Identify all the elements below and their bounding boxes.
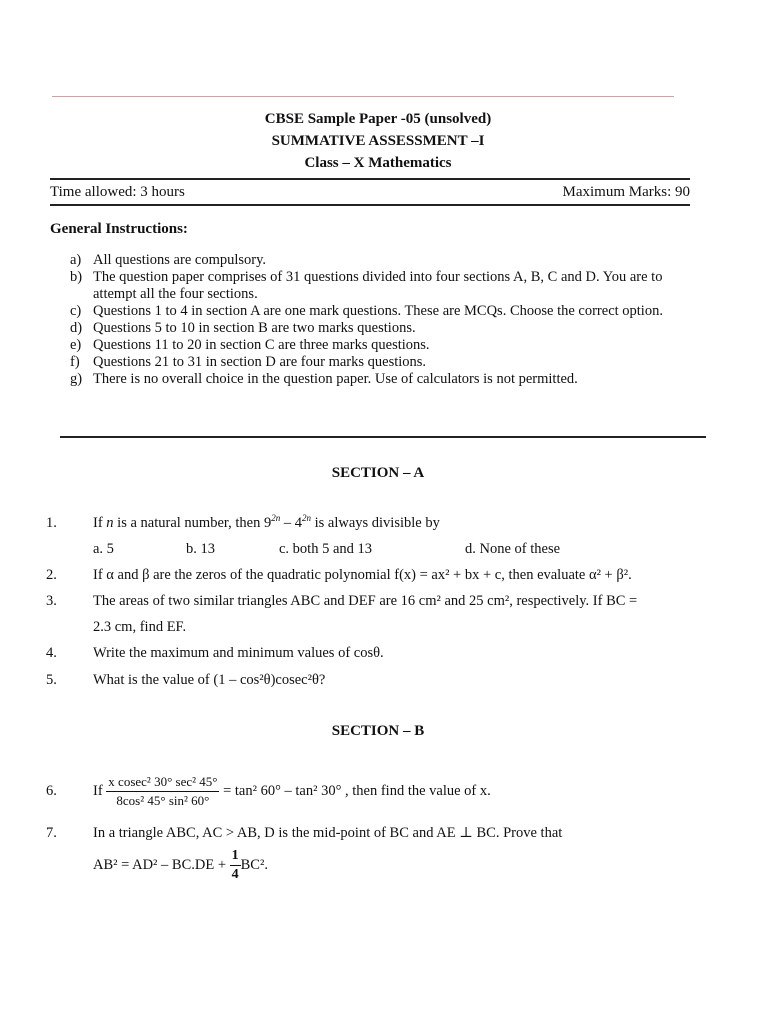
question-3-cont: 2.3 cm, find EF. <box>93 619 187 635</box>
assessment-title: SUMMATIVE ASSESSMENT –I <box>271 133 485 149</box>
instructions-list <box>70 252 700 388</box>
instruction-item: f) Questions 21 to 31 in section D are four marks questions. <box>70 354 427 370</box>
meta-row <box>50 184 690 201</box>
instructions-title: General Instructions: <box>50 221 188 237</box>
question-5: 5. What is the value of (1 – cos²θ)cosec²θ? <box>46 672 326 688</box>
section-b-title: SECTION – B <box>331 723 425 739</box>
q7-fraction: $\frac{1}{4}$ <box>231 848 239 882</box>
question-3: 3. The areas of two similar triangles ABC and DEF are 16 cm² and 25 cm², respectively. If BC = <box>46 593 638 609</box>
paper-title: CBSE Sample Paper -05 (unsolved) <box>264 111 492 127</box>
time-allowed: Time allowed: 3 hours <box>50 184 185 200</box>
option-c: c. both 5 and 13 <box>279 541 373 557</box>
question-7-formula: AB² = AD² – BC.DE + $\frac{1}{4}$ BC². <box>93 848 268 882</box>
instruction-item: e) Questions 11 to 20 in section C are three marks questions. <box>70 337 430 353</box>
question-1: 1. If n is a natural number, then $9^{2n} - 4^{2n}$ is always divisible by <box>46 513 440 531</box>
section-a-title: SECTION – A <box>331 465 425 481</box>
question-7: 7. In a triangle ABC, AC > AB, D is the mid-point of BC and AE ⊥ BC. Prove that <box>46 825 563 841</box>
option-b: b. 13 <box>186 541 215 557</box>
instruction-item: g) There is no overall choice in the question paper. Use of calculators is not permitted. <box>70 371 578 387</box>
instructions-rule <box>60 436 706 438</box>
header-rule <box>50 178 690 180</box>
question-2: 2. If α and β are the zeros of the quadratic polynomial f(x) = ax² + bx + c, then evaluate α² + β². <box>46 567 632 583</box>
meta-rule <box>50 204 690 206</box>
option-a: a. 5 <box>93 541 114 557</box>
paper-header <box>0 108 756 174</box>
q6-fraction: $\frac{\text{x cosec² 30° sec² 45°}}{\text{8cos² 45° sin² 60°}}$ <box>108 774 218 808</box>
top-rule <box>52 96 674 97</box>
instruction-item: a) All questions are compulsory. <box>70 252 267 268</box>
option-d: d. None of these <box>465 541 561 557</box>
instruction-item: c) Questions 1 to 4 in section A are one mark questions. These are MCQs. Choose the correct option. <box>70 303 663 319</box>
maximum-marks: Maximum Marks: 90 <box>562 184 690 200</box>
class-title: Class – X Mathematics <box>304 155 452 171</box>
instruction-item: b) The question paper comprises of 31 questions divided into four sections A, B, C and D. You are to attempt all the four sections. <box>70 269 663 302</box>
question-6: 6. If $\frac{\text{x cosec² 30° sec² 45°}}{\text{8cos² 45° sin² 60°}}$ = tan² 60° – tan² 30° , then find the value of x. <box>46 774 491 808</box>
question-4: 4. Write the maximum and minimum values of cosθ. <box>46 645 384 661</box>
instruction-item: d) Questions 5 to 10 in section B are two marks questions. <box>70 320 416 336</box>
